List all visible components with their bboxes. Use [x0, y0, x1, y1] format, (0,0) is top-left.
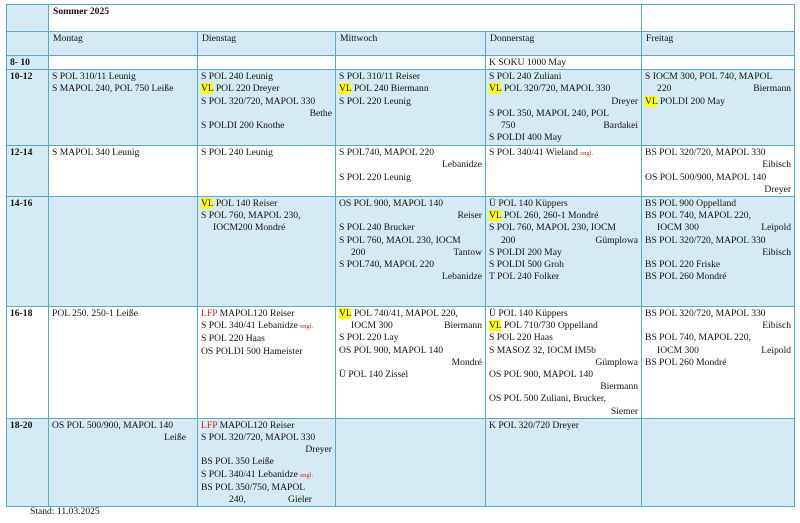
cell-die-12-14 — [198, 146, 336, 197]
cell-mon-8-10 — [49, 56, 198, 70]
last-updated-note: Stand: 11.03.2025 — [30, 506, 100, 517]
timetable — [6, 4, 795, 507]
lecturer-name: Gümplowa — [595, 234, 639, 246]
cell-mon-18-20 — [49, 418, 198, 506]
course-entry: S POL740, MAPOL 220 — [339, 147, 435, 159]
course-entry: POLDI 200 May — [657, 95, 725, 107]
course-entry: MAPOL120 Reiser — [217, 308, 295, 320]
course-entry: BS POL 350/750, MAPOL — [201, 481, 306, 493]
course-entry: S POL 340/41 Lebanidze — [201, 468, 301, 480]
course-entry: OS POL 900, MAPOL 140 — [339, 344, 444, 356]
course-entry: S POL 220 Leunig — [339, 171, 411, 183]
course-entry: OS POL 500/900, MAPOL 140 — [52, 419, 174, 431]
time-slot-18-20: 18-20 — [7, 418, 49, 506]
lecturer-name: Reiser — [457, 210, 482, 222]
course-entry: BS POL 740, MAPOL 220, — [645, 332, 751, 344]
course-entry: OS POL 500 Zuliani, Brucker, — [489, 393, 607, 405]
course-entry: S POL 320/720, MAPOL 330 — [201, 95, 316, 107]
course-entry: S POL 320/720, MAPOL 330 — [201, 432, 316, 444]
course-entry-cont: 200 — [501, 234, 516, 246]
course-entry: POL 140 Reiser — [213, 198, 278, 210]
course-entry: BS POL 320/720, MAPOL 330 — [645, 308, 766, 320]
vl-badge: VL — [339, 83, 352, 95]
cell-fre-18-20 — [642, 418, 795, 506]
vl-badge: VL — [339, 308, 352, 320]
lecturer-name: Leiße — [164, 432, 186, 444]
lecturer-name: Lebanidze — [442, 271, 482, 283]
course-entry: S MAPOL 340 Leunig — [52, 147, 140, 159]
cell-don-12-14 — [486, 146, 642, 197]
course-entry: S POLDI 200 Knothe — [201, 120, 285, 132]
course-entry: Ü POL 140 Küppers — [489, 198, 568, 210]
course-entry: S POL 220 Haas — [201, 333, 265, 345]
cell-mon-12-14 — [49, 146, 198, 197]
cell-fre-8-10 — [642, 56, 795, 70]
header-corner-cell — [7, 32, 49, 56]
cell-don-10-12 — [486, 70, 642, 146]
course-entry-cont: 750 — [501, 120, 516, 132]
lecturer-name: Dreyer — [764, 183, 792, 195]
vl-badge: VL — [489, 320, 502, 332]
course-entry: POL 710/730 Oppelland — [501, 320, 598, 332]
course-entry: BS POL 350 Leiße — [201, 456, 274, 468]
cell-mon-16-18 — [49, 307, 198, 419]
lecturer-name: Gieler — [288, 494, 312, 506]
lecturer-name: Siemer — [610, 405, 639, 417]
time-slot-14-16: 14-16 — [7, 197, 49, 307]
course-entry: S POL 220 Lay — [339, 332, 399, 344]
day-header-donnerstag: Donnerstag — [486, 32, 642, 56]
course-entry: T POL 240 Folker — [489, 271, 560, 283]
lecturer-name: Biermann — [444, 320, 482, 332]
title-spacer-cell — [642, 5, 795, 32]
cell-mit-16-18 — [336, 307, 486, 419]
cell-die-14-16 — [198, 197, 336, 307]
lecturer-name: Eibisch — [762, 246, 792, 258]
vl-badge: VL — [201, 83, 214, 95]
course-entry: K SOKU 1000 May — [489, 57, 567, 68]
cell-fre-14-16 — [642, 197, 795, 307]
cell-don-18-20 — [486, 418, 642, 506]
course-entry: OS POLDI 500 Hameister — [201, 345, 303, 357]
lecturer-name: Mondré — [451, 356, 482, 368]
cell-die-10-12 — [198, 70, 336, 146]
cell-mon-14-16 — [49, 197, 198, 307]
lecturer-name: Leipold — [761, 222, 792, 234]
day-header-dienstag: Dienstag — [198, 32, 336, 56]
course-entry-cont: IOCM 300 — [657, 222, 699, 234]
lecturer-name: Dreyer — [611, 95, 639, 107]
day-header-freitag: Freitag — [642, 32, 795, 56]
course-entry: S POL 760, MAPOL 230, IOCM — [489, 222, 616, 234]
lfp-tag: LFP — [201, 308, 218, 320]
course-entry: BS POL 740, MAPOL 220, — [645, 210, 751, 222]
cell-mit-14-16 — [336, 197, 486, 307]
day-header-mittwoch: Mittwoch — [336, 32, 486, 56]
course-entry: BS POL 260 Mondré — [645, 356, 727, 368]
course-entry: POL 260, 260-1 Mondré — [501, 210, 599, 222]
lfp-tag: LFP — [201, 419, 218, 431]
course-entry: S POLDI 500 Groh — [489, 259, 564, 271]
cell-don-14-16 — [486, 197, 642, 307]
course-entry-cont: 200 — [351, 246, 366, 258]
cell-don-8-10 — [486, 56, 642, 70]
course-entry: OS POL 900, MAPOL 140 — [489, 369, 594, 381]
cell-mit-10-12 — [336, 70, 486, 146]
course-entry: S IOCM 300, POL 740, MAPOL — [645, 71, 773, 83]
lecturer-name: Biermann — [600, 381, 639, 393]
course-entry: S POL 240 Zuliani — [489, 71, 562, 83]
course-entry: S POLDI 200 May — [489, 246, 562, 258]
english-tag: engl. — [580, 150, 594, 158]
course-entry: S MASOZ 32, IOCM IM5b — [489, 344, 596, 356]
lecturer-name: Leipold — [761, 344, 792, 356]
lecturer-name: Tantow — [453, 246, 482, 258]
course-entry: S POL 240 Leunig — [201, 71, 273, 83]
lecturer-name: Eibisch — [762, 320, 792, 332]
page-title: Sommer 2025 — [49, 5, 642, 32]
time-slot-10-12: 10-12 — [7, 70, 49, 146]
course-entry: Ü POL 140 Zissel — [339, 369, 409, 381]
lecturer-name: Biermann — [753, 83, 792, 95]
course-entry-cont: IOCM 300 — [657, 344, 699, 356]
course-entry: S POL 340/41 Wieland — [489, 147, 581, 159]
cell-fre-10-12 — [642, 70, 795, 146]
cell-fre-12-14 — [642, 146, 795, 197]
course-entry: S POLDI 400 May — [489, 132, 562, 144]
course-entry: MAPOL120 Reiser — [217, 419, 295, 431]
corner-cell — [7, 5, 49, 32]
course-entry: S POL 240 Leunig — [201, 147, 273, 159]
time-slot-12-14: 12-14 — [7, 146, 49, 197]
course-entry: BS POL 320/720, MAPOL 330 — [645, 234, 766, 246]
course-entry: S POL 350, MAPOL 240, POL — [489, 107, 610, 119]
course-entry: POL 240 Biermann — [351, 83, 429, 95]
course-entry: BS POL 220 Friske — [645, 259, 721, 271]
course-entry: BS POL 900 Oppelland — [645, 198, 737, 210]
day-header-montag: Montag — [49, 32, 198, 56]
cell-die-16-18 — [198, 307, 336, 419]
cell-mit-12-14 — [336, 146, 486, 197]
course-entry: OS POL 500/900, MAPOL 140 — [645, 171, 767, 183]
cell-don-16-18 — [486, 307, 642, 419]
cell-mit-18-20 — [336, 418, 486, 506]
course-entry: S POL 310/11 Leunig — [52, 71, 136, 83]
course-entry: POL 220 Dreyer — [213, 83, 280, 95]
vl-badge: VL — [489, 83, 502, 95]
course-entry: S POL 240 Brucker — [339, 222, 415, 234]
course-entry: S POL 310/11 Reiser — [339, 71, 421, 83]
course-entry: S POL 760, MAOL 230, IOCM — [339, 234, 461, 246]
course-entry-cont: 220 — [657, 83, 672, 95]
course-entry: S POL 220 Leunig — [339, 95, 411, 107]
lecturer-name: Lebanidze — [442, 159, 482, 171]
vl-badge: VL — [645, 95, 658, 107]
lecturer-name: Bethe — [309, 107, 332, 119]
course-entry-cont: IOCM200 Mondré — [213, 222, 286, 234]
cell-mon-10-12 — [49, 70, 198, 146]
cell-mit-8-10 — [336, 56, 486, 70]
course-entry: POL 740/41, MAPOL 220, — [351, 308, 458, 320]
course-entry: S POL 760, MAPOL 230, — [201, 210, 301, 222]
time-slot-16-18: 16-18 — [7, 307, 49, 419]
course-entry: S MAPOL 240, POL 750 Leiße — [52, 83, 174, 95]
english-tag: engl. — [300, 323, 314, 331]
course-entry: OS POL 900, MAPOL 140 — [339, 198, 444, 210]
course-entry: BS POL 260 Mondré — [645, 271, 727, 283]
english-tag: engl. — [300, 471, 314, 479]
vl-badge: VL — [489, 210, 502, 222]
course-entry: K POL 320/720 Dreyer — [489, 419, 579, 431]
course-entry: POL 250. 250-1 Leiße — [52, 308, 138, 320]
time-slot-8-10: 8- 10 — [7, 56, 49, 70]
course-entry: S POL 220 Haas — [489, 332, 553, 344]
cell-die-8-10 — [198, 56, 336, 70]
lecturer-name: Dreyer — [305, 444, 332, 456]
cell-fre-16-18 — [642, 307, 795, 419]
cell-die-18-20 — [198, 418, 336, 506]
vl-badge: VL — [201, 198, 214, 210]
course-entry-cont: IOCM 300 — [351, 320, 393, 332]
course-entry-cont: 240, — [229, 494, 246, 506]
course-entry: Ü POL 140 Küppers — [489, 308, 568, 320]
course-entry: BS POL 320/720, MAPOL 330 — [645, 147, 766, 159]
course-entry: S POL740, MAPOL 220 — [339, 259, 435, 271]
lecturer-name: Bardakei — [603, 120, 639, 132]
course-entry: POL 320/720, MAPOL 330 — [501, 83, 611, 95]
lecturer-name: Gümplowa — [595, 356, 639, 368]
course-entry: S POL 340/41 Lebanidze — [201, 320, 301, 332]
lecturer-name: Eibisch — [762, 159, 792, 171]
